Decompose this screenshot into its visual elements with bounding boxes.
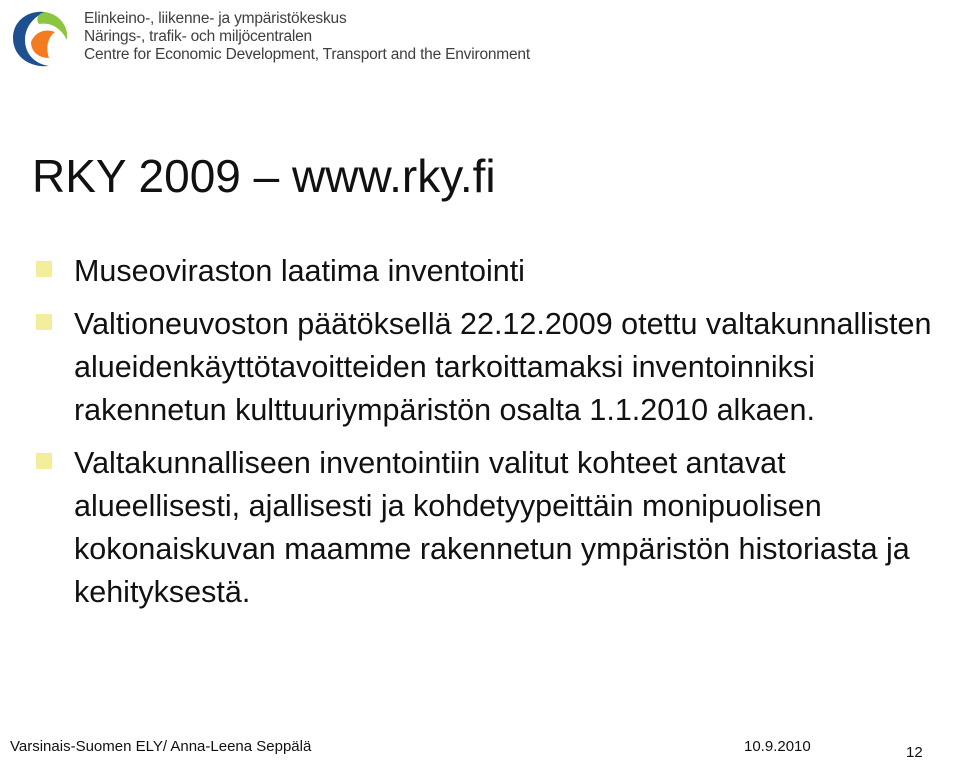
organization-name-fi: Elinkeino-, liikenne- ja ympäristökeskus <box>84 10 347 27</box>
organization-name <box>84 10 530 64</box>
organization-name-en: Centre for Economic Development, Transport and the Environment <box>84 46 530 63</box>
bullet-item <box>0 303 960 432</box>
slide-title: RKY 2009 – www.rky.fi <box>32 150 496 202</box>
ely-centre-logo-icon <box>5 4 73 72</box>
footer-author: Varsinais-Suomen ELY/ Anna-Leena Seppälä <box>10 738 312 755</box>
bullet-list <box>0 250 960 624</box>
organization-name-sv: Närings-, trafik- och miljöcentralen <box>84 28 312 45</box>
bullet-item <box>0 442 960 614</box>
bullet-text: Valtioneuvoston päätöksellä 22.12.2009 otettu valtakunnallisten alueidenkäyttötavoitteiden tarkoittamaksi inventoinniksi rakennetun kulttuuriympäristön osalta 1.1.2010 alkaen. <box>74 307 932 427</box>
page-number: 12 <box>906 744 923 761</box>
footer-date: 10.9.2010 <box>744 738 811 755</box>
bullet-text: Valtakunnalliseen inventointiin valitut kohteet antavat alueellisesti, ajallisesti ja kohdetyypeittäin monipuolisen kokonaiskuvan maamme rakennetun ympäristön historiasta ja kehityksestä. <box>74 446 910 609</box>
bullet-item <box>0 250 960 293</box>
bullet-text: Museoviraston laatima inventointi <box>74 254 525 288</box>
logo-graphic <box>5 4 73 72</box>
square-bullet-icon <box>36 453 52 469</box>
square-bullet-icon <box>36 314 52 330</box>
square-bullet-icon <box>36 261 52 277</box>
